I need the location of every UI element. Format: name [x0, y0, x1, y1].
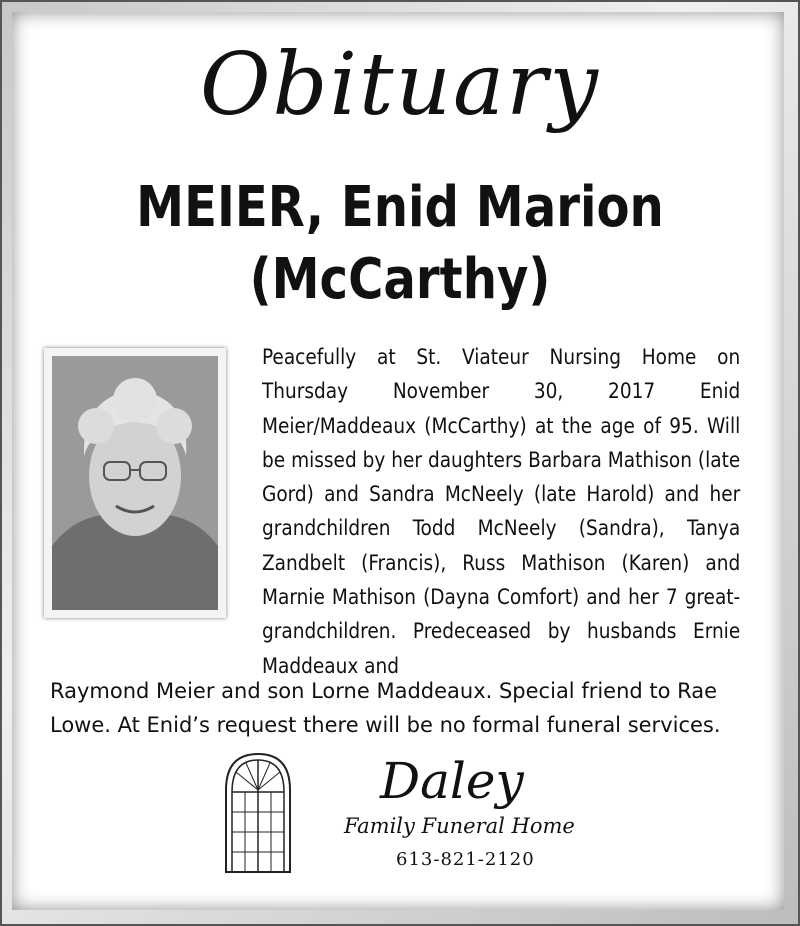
deceased-name-line2: (McCarthy): [249, 247, 551, 312]
funeral-home-subtitle: Family Funeral Home: [344, 814, 575, 838]
funeral-home-name: Daley: [380, 752, 524, 810]
portrait-photo: [44, 348, 226, 618]
obituary-heading: Obituary: [200, 35, 600, 135]
funeral-home-phone: 613-821-2120: [396, 849, 535, 870]
arched-window-icon: [222, 750, 294, 874]
deceased-name-line1: MEIER, Enid Marion: [136, 175, 664, 240]
obituary-text-wrapped: Peacefully at St. Viateur Nursing Home on Thursday November 30, 2017 Enid Meier/Maddeaux (McCarthy) at the age of 95. Will be missed by her daughters Barbara Mathison (late Gord) and Sandra McNeely (late Harold) and her grandchildren Todd McNeely (Sandra), Tanya Zandbelt (Francis), Russ Mathison (Karen) and Marnie Mathison (Dayna Comfort) and her 7 great-grandchildren. Predeceased by husbands Ernie Maddeaux and: [262, 345, 741, 678]
obituary-text-full-width: Raymond Meier and son Lorne Maddeaux. Special friend to Rae Lowe. At Enid’s request there will be no formal funeral services.: [50, 679, 721, 738]
deceased-name: [56, 172, 744, 316]
portrait-photo-icon: [52, 356, 218, 610]
